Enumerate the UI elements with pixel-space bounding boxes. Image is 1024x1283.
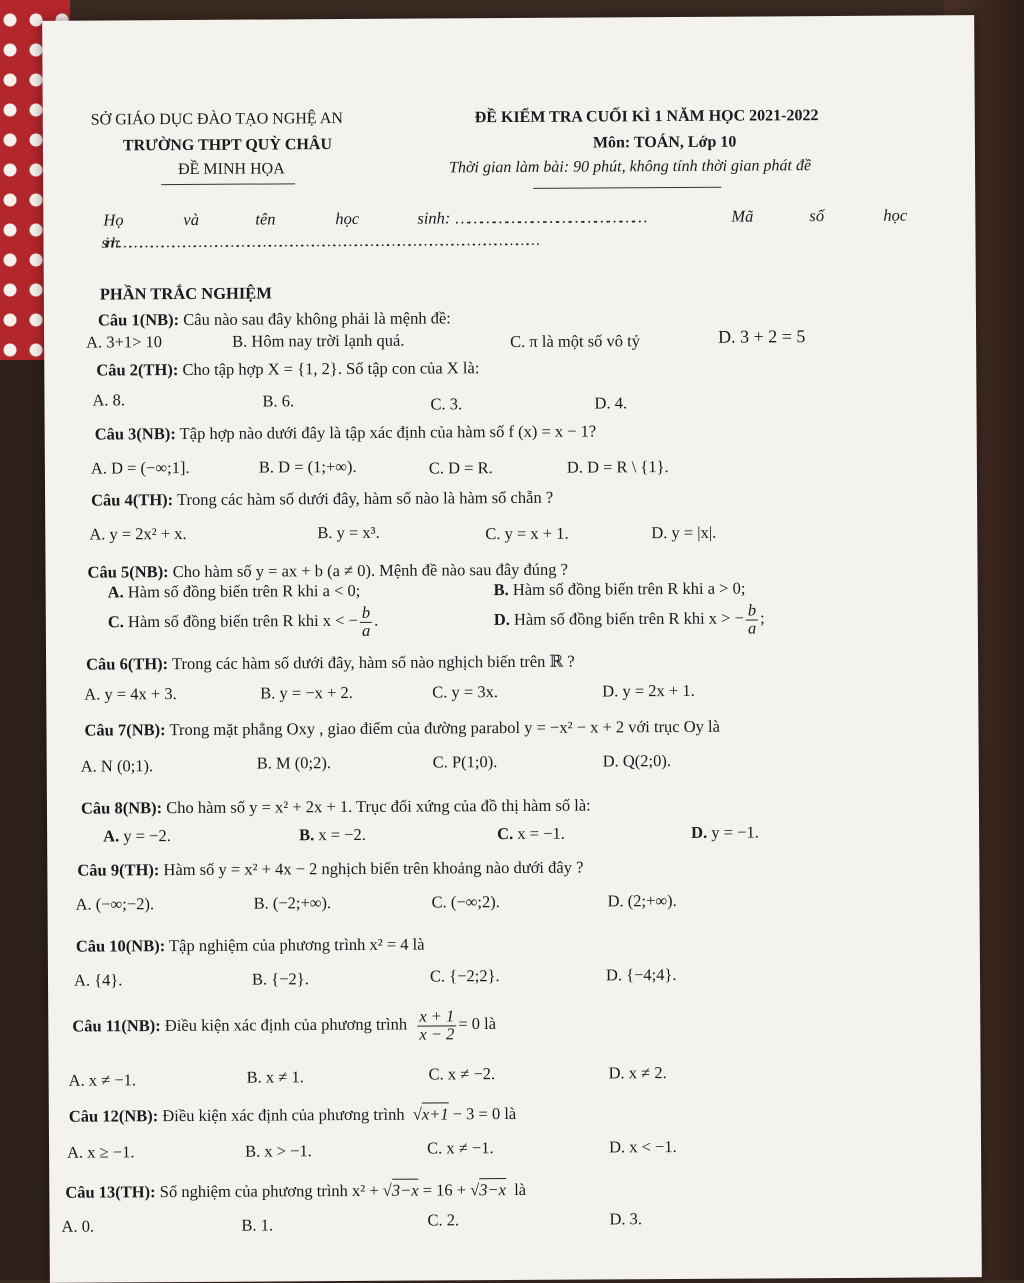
q11-option-c: C. x ≠ −2. [428, 1064, 496, 1084]
student-word-8: học [883, 205, 908, 225]
q10-option-d: D. {−4;4}. [605, 965, 677, 985]
question-4: Câu 4(TH): Trong các hàm số dưới đây, hàm số nào là hàm số chẵn ? [91, 487, 554, 510]
student-word-2: và [183, 209, 200, 229]
q9-option-d: D. (2;+∞). [607, 890, 677, 911]
question-12: Câu 12(NB): Điều kiện xác định của phương trình √x+1 − 3 = 0 là [68, 1103, 517, 1126]
header-right-underline [533, 187, 721, 189]
question-3: Câu 3(NB): Tập hợp nào dưới đây là tập xác định của hàm số f (x) = x − 1? [94, 421, 597, 444]
q10-option-c: C. {−2;2}. [429, 966, 500, 986]
q2-option-d: D. 4. [594, 393, 628, 413]
header-school: TRƯỜNG THPT QUỲ CHÂU [122, 136, 333, 155]
q8-option-b: B. x = −2. [299, 824, 366, 845]
question-2: Câu 2(TH): Cho tập hợp X = {1, 2}. Số tập con của X là: [96, 358, 480, 380]
q12-option-d: D. x < −1. [608, 1137, 677, 1157]
q13-option-c: C. 2. [427, 1210, 460, 1230]
student-name-dots: ……………………………………… [455, 207, 646, 228]
q5-option-b: B. Hàm số đồng biến trên R khi a > 0; [493, 578, 746, 600]
exam-duration: Thời gian làm bài: 90 phút, không tính thời gian phát đề [449, 157, 812, 177]
exam-paper [42, 15, 982, 1283]
q1-option-a: A. 3+1> 10 [86, 332, 163, 352]
student-word-3: tên [255, 209, 276, 229]
student-id-line: sinh:……………………………………………………………………………………………………… [101, 232, 538, 252]
q7-option-a: A. N (0;1). [80, 756, 154, 776]
q8-option-d: D. y = −1. [691, 822, 759, 842]
question-8: Câu 8(NB): Cho hàm số y = x² + 2x + 1. Trục đối xứng của đồ thị hàm số là: [80, 795, 591, 818]
q8-option-a: A. y = −2. [103, 826, 171, 846]
q12-option-a: A. x ≥ −1. [67, 1142, 135, 1162]
q9-option-a: A. (−∞;−2). [75, 894, 155, 914]
q6-option-c: C. y = 3x. [432, 682, 499, 702]
q6-option-b: B. y = −x + 2. [260, 682, 353, 703]
q3-option-a: A. D = (−∞;1]. [90, 457, 190, 478]
q13-option-a: A. 0. [61, 1216, 95, 1236]
question-11: Câu 11(NB): Điều kiện xác định của phương trình $\frac{x + 1}{x - 2}$ = 0 là [72, 1006, 497, 1044]
question-6: Câu 6(TH): Trong các hàm số dưới đây, hàm số nào nghịch biến trên ℝ ? [86, 651, 575, 674]
q6-option-a: A. y = 4x + 3. [84, 684, 177, 704]
q7-option-b: B. M (0;2). [256, 753, 331, 773]
q3-option-d: D. D = R \ {1}. [566, 457, 669, 477]
q8-option-c: C. x = −1. [497, 823, 565, 844]
q5-option-d: D. Hàm số đồng biến trên R khi x > − $\frac{b}{a}$ ; [493, 600, 765, 638]
q6-option-d: D. y = 2x + 1. [602, 680, 695, 701]
question-10: Câu 10(NB): Tập nghiệm của phương trình x² = 4 là [75, 934, 425, 956]
q4-option-a: A. y = 2x² + x. [89, 523, 187, 544]
question-7: Câu 7(NB): Trong mặt phẳng Oxy , giao điểm của đường parabol y = −x² − x + 2 với trục Oy là [84, 716, 720, 740]
q10-option-b: B. {−2}. [251, 969, 309, 989]
question-1: Câu 1(NB): Câu nào sau đây không phải là mệnh đề: [97, 308, 451, 330]
q11-option-d: D. x ≠ 2. [608, 1063, 667, 1083]
q5-option-c: C. Hàm số đồng biến trên R khi x < − $\frac{b}{a}$ . [107, 602, 379, 640]
q7-option-d: D. Q(2;0). [602, 751, 672, 771]
q13-option-d: D. 3. [609, 1209, 643, 1229]
q2-option-a: A. 8. [92, 390, 126, 410]
q12-option-b: B. x > −1. [245, 1141, 312, 1161]
exam-title: ĐỀ KIỂM TRA CUỐI KÌ 1 NĂM HỌC 2021-2022 [474, 107, 819, 127]
question-5: Câu 5(NB): Cho hàm số y = ax + b (a ≠ 0). Mệnh đề nào sau đây đúng ? [87, 559, 568, 582]
header-department: SỞ GIÁO DỤC ĐÀO TẠO NGHỆ AN [90, 110, 343, 129]
header-left-underline [161, 183, 295, 185]
student-word-4: học [335, 208, 360, 229]
q11-option-b: B. x ≠ 1. [246, 1067, 304, 1087]
q4-option-b: B. y = x³. [317, 522, 380, 543]
q5-option-a: A. Hàm số đồng biến trên R khi a < 0; [107, 580, 361, 602]
student-word-6: Mã [731, 206, 754, 226]
q3-option-b: B. D = (1;+∞). [258, 456, 357, 477]
student-word-1: Họ [103, 210, 124, 230]
q9-option-c: C. (−∞;2). [431, 892, 500, 912]
q7-option-c: C. P(1;0). [432, 752, 498, 772]
q1-option-b: B. Hôm nay trời lạnh quá. [232, 330, 405, 351]
exam-subject: Môn: TOÁN, Lớp 10 [592, 133, 737, 152]
q1-option-d: D. 3 + 2 = 5 [718, 326, 806, 347]
q10-option-a: A. {4}. [73, 970, 123, 990]
q2-option-b: B. 6. [262, 391, 295, 411]
question-13: Câu 13(TH): Số nghiệm của phương trình x² + √3−x = 16 + √3−x là [65, 1179, 527, 1202]
question-9: Câu 9(TH): Hàm số y = x² + 4x − 2 nghịch biến trên khoảng nào dưới đây ? [77, 857, 584, 880]
q13-option-b: B. 1. [241, 1215, 274, 1235]
q11-option-a: A. x ≠ −1. [68, 1070, 137, 1090]
q4-option-d: D. y = |x|. [651, 522, 717, 543]
section-title: PHẦN TRẮC NGHIỆM [99, 283, 272, 304]
q1-option-c: C. π là một số vô tỷ [510, 331, 640, 352]
student-word-5: sinh: [417, 208, 451, 228]
q12-option-c: C. x ≠ −1. [426, 1138, 494, 1158]
q4-option-c: C. y = x + 1. [485, 523, 569, 544]
student-word-7: số [809, 206, 825, 226]
q2-option-c: C. 3. [430, 394, 463, 414]
q9-option-b: B. (−2;+∞). [253, 893, 332, 913]
header-sample-label: ĐỀ MINH HỌA [178, 160, 285, 179]
q3-option-c: C. D = R. [428, 458, 493, 478]
